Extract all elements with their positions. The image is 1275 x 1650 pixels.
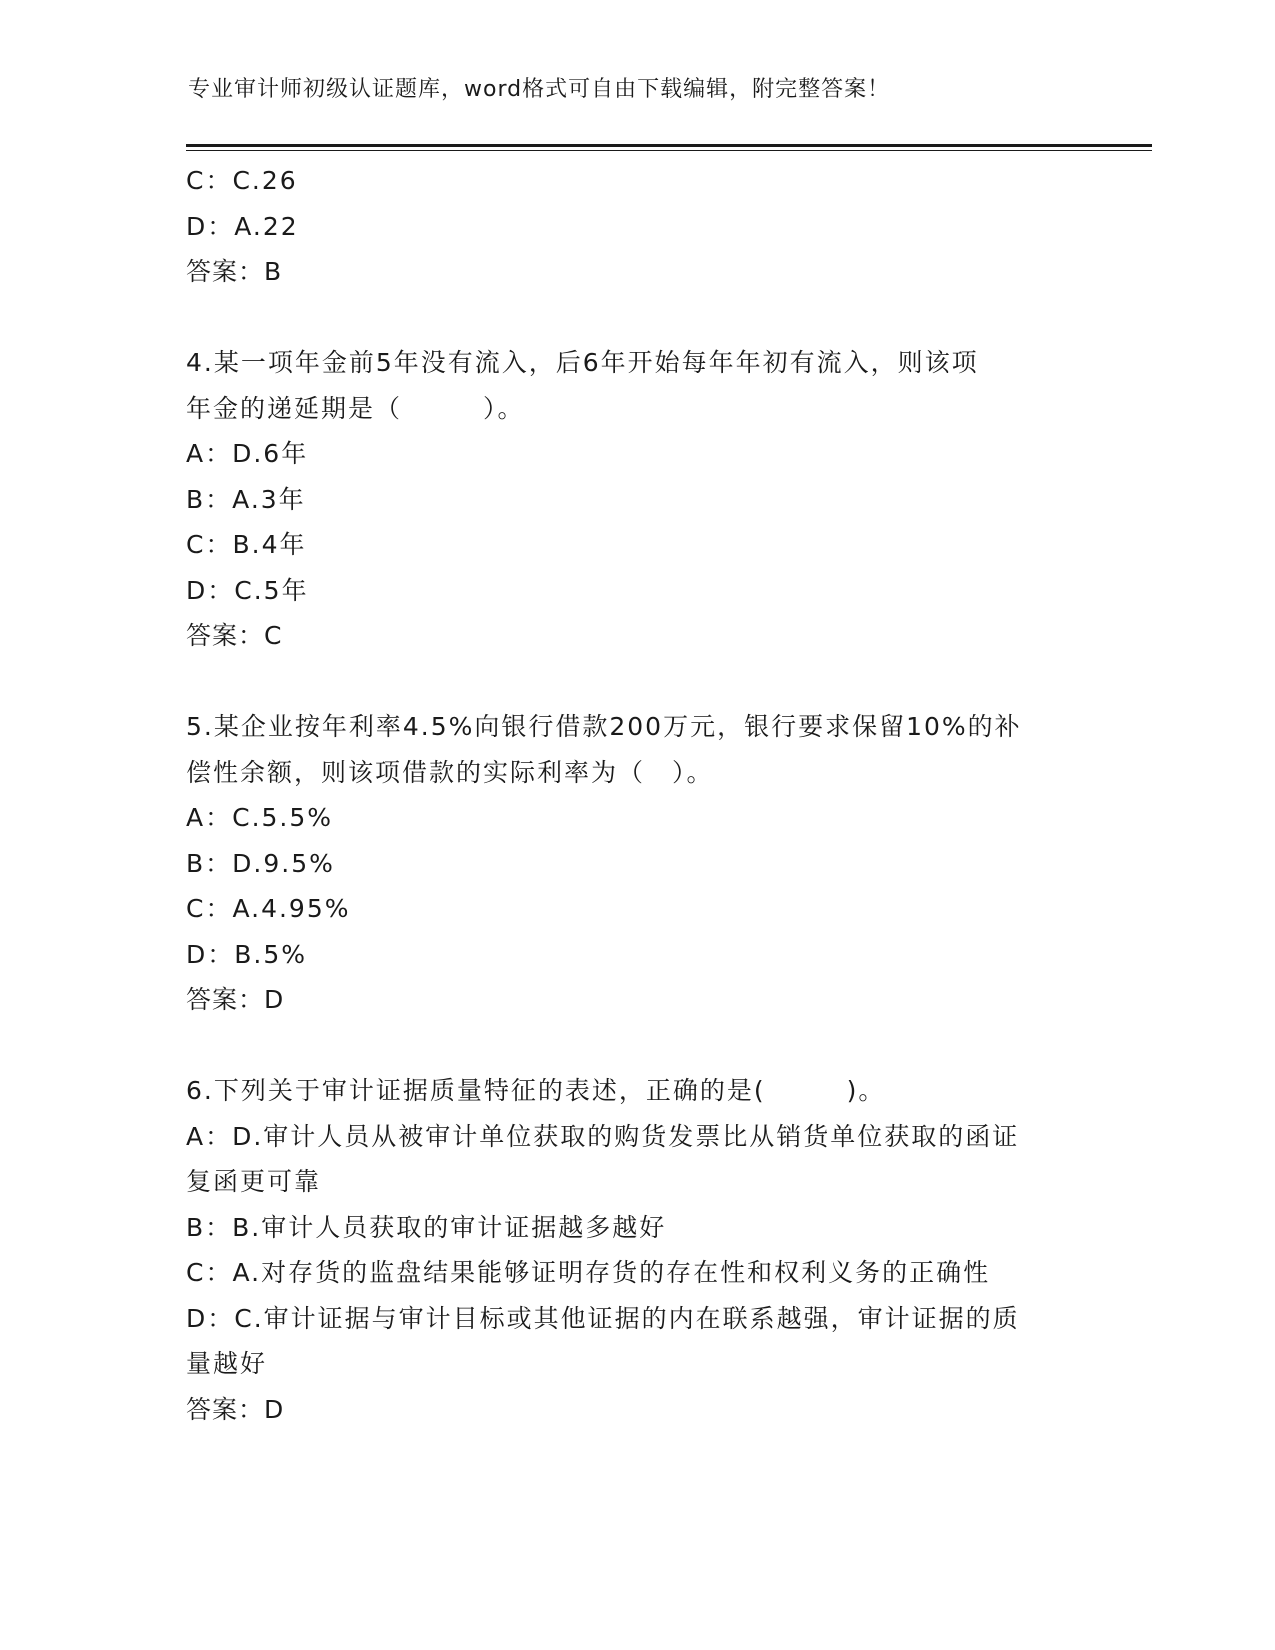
option-a: A：C.5.5% [186, 803, 334, 832]
answer-line: 答案：C [186, 621, 283, 650]
option-d: D：C.5年 [186, 575, 309, 605]
question-5 [186, 704, 1086, 1023]
spacer [186, 1023, 1086, 1069]
question-6 [186, 1068, 1086, 1432]
question-stem-line: 年金的递延期是（ ）。 [186, 393, 525, 423]
option-c: C：B.4年 [186, 530, 307, 559]
question-stem-line: 5.某企业按年利率4.5%向银行借款200万元，银行要求保留10%的补 [186, 712, 1022, 741]
option-b: B：A.3年 [186, 484, 306, 514]
question-3-tail [186, 158, 1086, 295]
option-c: C：C.26 [186, 166, 298, 195]
question-stem-line: 偿性余额，则该项借款的实际利率为（ ）。 [186, 757, 714, 787]
option-a: A：D.审计人员从被审计单位获取的购货发票比从销货单位获取的函证 [186, 1121, 1020, 1151]
header-rule-thin [186, 150, 1152, 151]
spacer [186, 659, 1086, 705]
question-4 [186, 340, 1086, 659]
spacer [186, 295, 1086, 341]
header-rule-thick [186, 144, 1152, 147]
option-c: C：A.4.95% [186, 894, 351, 923]
option-d: D：C.审计证据与审计目标或其他证据的内在联系越强，审计证据的质 [186, 1303, 1020, 1333]
question-stem-line: 6.下列关于审计证据质量特征的表述，正确的是( )。 [186, 1076, 886, 1105]
option-c: C：A.对存货的监盘结果能够证明存货的存在性和权利义务的正确性 [186, 1258, 991, 1287]
option-d: D：A.22 [186, 211, 299, 241]
question-list [186, 158, 1086, 1432]
option-a-continued: 复函更可靠 [186, 1167, 322, 1196]
option-a: A：D.6年 [186, 439, 309, 468]
question-stem-line: 4.某一项年金前5年没有流入，后6年开始每年年初有流入，则该项 [186, 348, 979, 377]
option-b: B：B.审计人员获取的审计证据越多越好 [186, 1212, 667, 1242]
option-b: B：D.9.5% [186, 848, 335, 878]
answer-line: 答案：D [186, 1394, 285, 1424]
option-d-continued: 量越好 [186, 1349, 268, 1378]
answer-line: 答案：D [186, 985, 285, 1014]
page-header: 专业审计师初级认证题库，word格式可自由下载编辑，附完整答案！ [188, 77, 891, 102]
answer-line: 答案：B [186, 257, 283, 286]
option-d: D：B.5% [186, 939, 308, 969]
